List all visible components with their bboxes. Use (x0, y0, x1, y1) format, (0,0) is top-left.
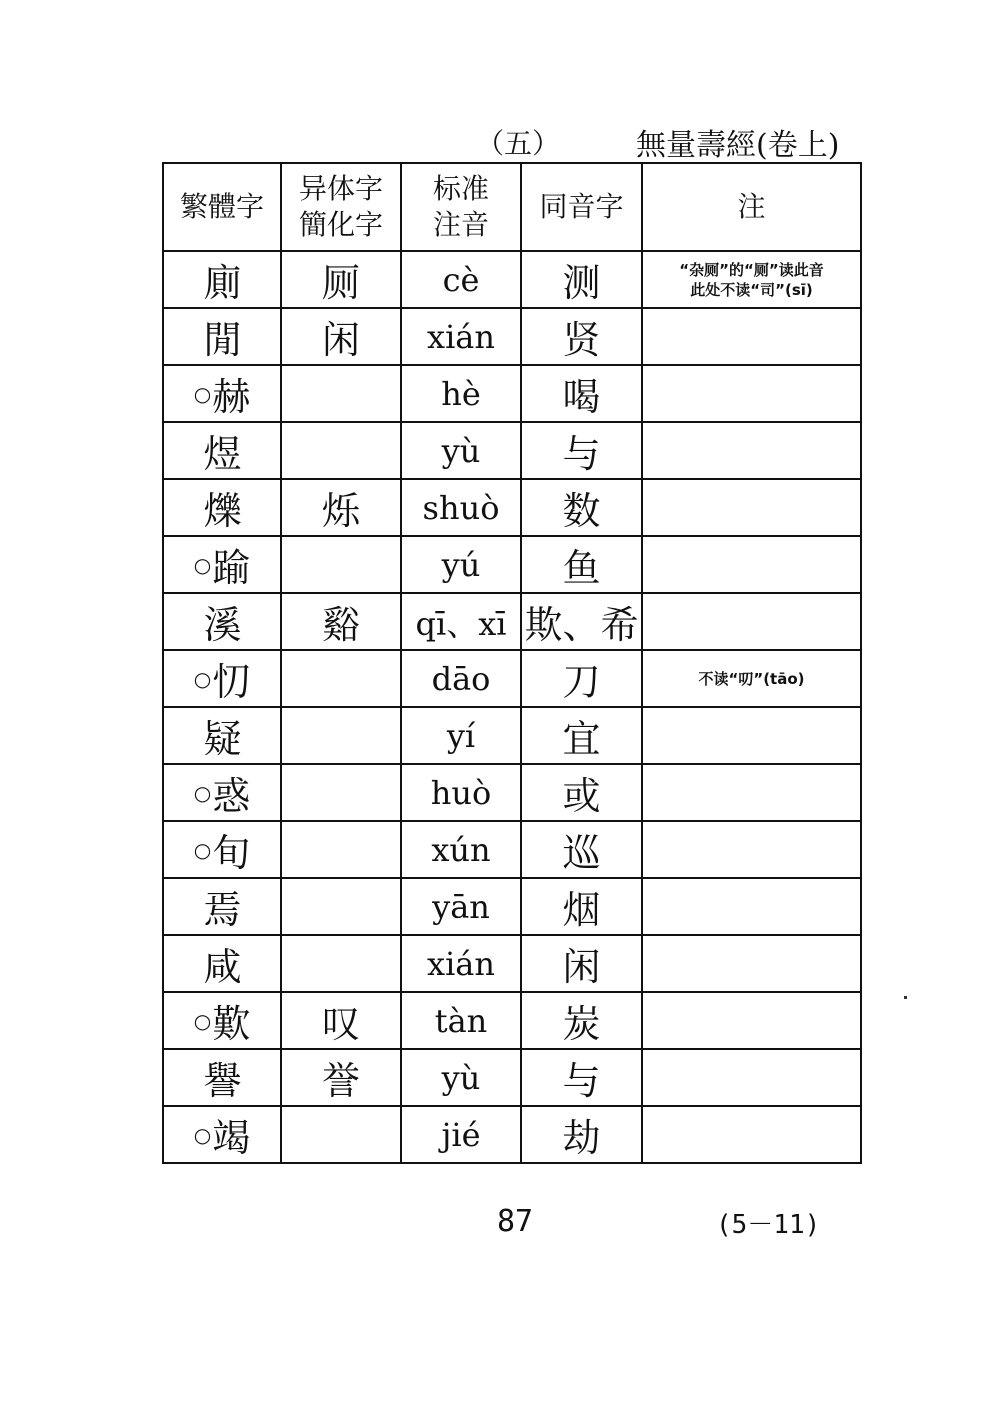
pinyin-cell: yú (401, 536, 521, 593)
table-row (163, 1049, 861, 1106)
variant-cell: 厕 (281, 251, 401, 308)
header-homophone: 同音字 (521, 163, 642, 251)
pinyin-cell: hè (401, 365, 521, 422)
traditional-char: 廁 (203, 261, 242, 305)
traditional-char: 焉 (203, 888, 242, 932)
table-row (163, 878, 861, 935)
note-cell (642, 1049, 861, 1106)
traditional-cell (163, 650, 281, 707)
traditional-cell (163, 764, 281, 821)
table-row (163, 365, 861, 422)
table-row (163, 251, 861, 308)
pinyin-cell: shuò (401, 479, 521, 536)
note-cell (642, 764, 861, 821)
homophone-cell: 烟 (521, 878, 642, 935)
table-body (163, 251, 861, 1163)
circle-marker: ○ (193, 666, 212, 691)
note-cell (642, 422, 861, 479)
pinyin-cell: yù (401, 1049, 521, 1106)
variant-cell (281, 878, 401, 935)
variant-cell (281, 1106, 401, 1163)
homophone-cell: 数 (521, 479, 642, 536)
table-row (163, 821, 861, 878)
note-cell (642, 935, 861, 992)
traditional-cell (163, 992, 281, 1049)
homophone-cell: 与 (521, 422, 642, 479)
note-cell (642, 992, 861, 1049)
header-standard-pinyin: 标准 注音 (401, 163, 521, 251)
circle-marker: ○ (193, 780, 212, 805)
note-cell (642, 479, 861, 536)
table-row (163, 935, 861, 992)
pinyin-cell: yān (401, 878, 521, 935)
traditional-char: 疑 (203, 717, 242, 761)
scan-speck (904, 996, 907, 999)
homophone-cell: 劫 (521, 1106, 642, 1163)
table-row (163, 650, 861, 707)
pinyin-cell: cè (401, 251, 521, 308)
variant-cell (281, 536, 401, 593)
note-cell (642, 308, 861, 365)
pinyin-cell: xián (401, 308, 521, 365)
table-row (163, 707, 861, 764)
traditional-cell (163, 1049, 281, 1106)
header-traditional: 繁體字 (163, 163, 281, 251)
traditional-cell (163, 479, 281, 536)
section-label: （五） (476, 127, 561, 160)
homophone-cell: 欺、希 (521, 593, 642, 650)
table-row (163, 764, 861, 821)
variant-cell: 烁 (281, 479, 401, 536)
note-cell (642, 593, 861, 650)
pinyin-cell: jié (401, 1106, 521, 1163)
pinyin-cell: qī、xī (401, 593, 521, 650)
page-number: 87 (497, 1204, 534, 1239)
table-row (163, 593, 861, 650)
circle-marker: ○ (193, 837, 212, 862)
table-row (163, 1106, 861, 1163)
note-cell (642, 1106, 861, 1163)
note-cell (642, 251, 861, 308)
circle-marker: ○ (193, 552, 212, 577)
table-row (163, 308, 861, 365)
homophone-cell: 炭 (521, 992, 642, 1049)
traditional-char: 煜 (203, 432, 242, 476)
traditional-cell (163, 707, 281, 764)
pinyin-cell: yù (401, 422, 521, 479)
pinyin-cell: xún (401, 821, 521, 878)
traditional-char: 咸 (203, 945, 242, 989)
traditional-char: 譽 (203, 1059, 242, 1103)
homophone-cell: 贤 (521, 308, 642, 365)
traditional-char: 歎 (212, 1002, 251, 1046)
circle-marker: ○ (193, 1008, 212, 1033)
traditional-char: 溪 (203, 603, 242, 647)
homophone-cell: 鱼 (521, 536, 642, 593)
traditional-char: 竭 (212, 1116, 251, 1160)
page-code: (5－11) (716, 1210, 821, 1240)
pinyin-cell: tàn (401, 992, 521, 1049)
traditional-cell (163, 536, 281, 593)
note-cell (642, 650, 861, 707)
variant-cell (281, 365, 401, 422)
pronunciation-table (162, 162, 862, 1164)
homophone-cell: 测 (521, 251, 642, 308)
note-line: 不读“叨”(tāo) (698, 669, 805, 688)
traditional-char: 惑 (212, 774, 251, 818)
circle-marker: ○ (193, 1122, 212, 1147)
homophone-cell: 与 (521, 1049, 642, 1106)
homophone-cell: 喝 (521, 365, 642, 422)
note-cell (642, 707, 861, 764)
variant-cell: 誉 (281, 1049, 401, 1106)
pinyin-cell: dāo (401, 650, 521, 707)
traditional-cell (163, 365, 281, 422)
variant-cell (281, 935, 401, 992)
homophone-cell: 或 (521, 764, 642, 821)
traditional-char: 旬 (212, 831, 251, 875)
table-header-row (163, 163, 861, 251)
traditional-char: 忉 (212, 660, 251, 704)
traditional-cell (163, 935, 281, 992)
traditional-char: 爍 (203, 489, 242, 533)
variant-cell: 谿 (281, 593, 401, 650)
pinyin-cell: xián (401, 935, 521, 992)
table-row (163, 536, 861, 593)
homophone-cell: 巡 (521, 821, 642, 878)
traditional-cell (163, 308, 281, 365)
homophone-cell: 刀 (521, 650, 642, 707)
variant-cell (281, 821, 401, 878)
note-line: “杂厕”的“厕”读此音 (679, 260, 824, 279)
book-title: 無量壽經(卷上) (636, 128, 840, 163)
traditional-char: 閒 (203, 318, 242, 362)
note-line: 此处不读“司”(sī) (690, 280, 813, 299)
traditional-cell (163, 1106, 281, 1163)
homophone-cell: 宜 (521, 707, 642, 764)
traditional-cell (163, 251, 281, 308)
variant-cell: 闲 (281, 308, 401, 365)
note-cell (642, 821, 861, 878)
traditional-cell (163, 422, 281, 479)
note-cell (642, 365, 861, 422)
homophone-cell: 闲 (521, 935, 642, 992)
variant-cell: 叹 (281, 992, 401, 1049)
traditional-cell (163, 593, 281, 650)
note-cell (642, 878, 861, 935)
pinyin-cell: huò (401, 764, 521, 821)
traditional-char: 赫 (212, 375, 251, 419)
pinyin-cell: yí (401, 707, 521, 764)
header-note: 注 (642, 163, 861, 251)
variant-cell (281, 764, 401, 821)
table-row (163, 479, 861, 536)
traditional-cell (163, 821, 281, 878)
table-row (163, 992, 861, 1049)
note-cell (642, 536, 861, 593)
traditional-char: 踰 (212, 546, 251, 590)
variant-cell (281, 707, 401, 764)
header-variant-simplified: 异体字 簡化字 (281, 163, 401, 251)
variant-cell (281, 650, 401, 707)
variant-cell (281, 422, 401, 479)
traditional-cell (163, 878, 281, 935)
table-row (163, 422, 861, 479)
circle-marker: ○ (193, 381, 212, 406)
